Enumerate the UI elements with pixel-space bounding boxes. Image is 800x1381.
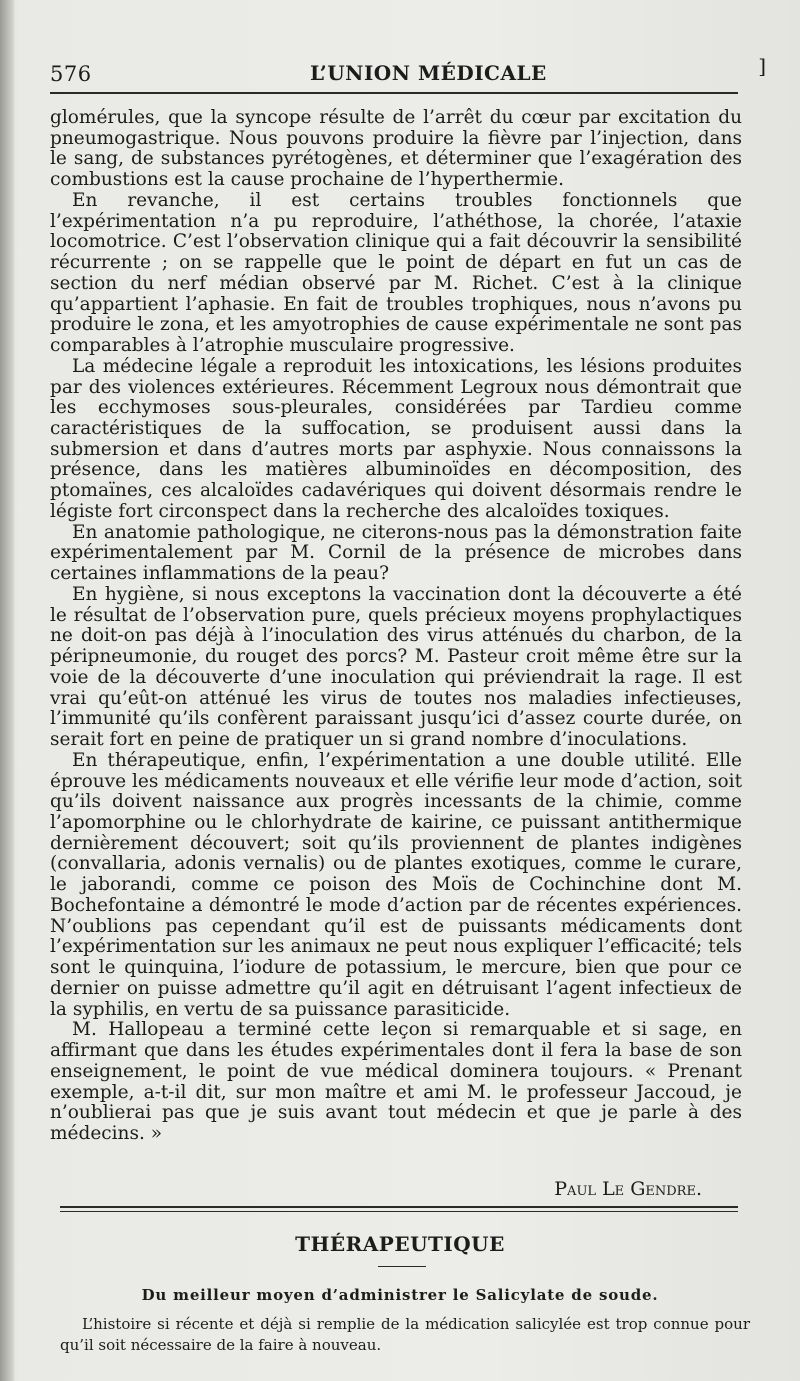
- heading-ornament: [378, 1266, 426, 1267]
- paragraph: En hygiène, si nous exceptons la vaccination dont la découverte a été le résultat de l’observation pure, quels précieux moyens prophylactiques ne doit-on pas déjà à l’inoculation des virus atténués du charbon, de la péripneumonie, du rouget des porcs? M. Pasteur croit même être sur la voie de la découverte d’une inoculation qui préviendrait la rage. Il est vrai qu’eût-on atténué les virus de toutes nos maladies infectieuses, l’immunité qu’ils confèrent paraissant jusqu’ici d’assez courte durée, on serait fort en peine de pratiquer un si grand nombre d’inoculations.: [50, 583, 742, 751]
- paragraph: M. Hallopeau a terminé cette leçon si remarquable et si sage, en affirmant que dans les études expérimentales dont il fera la base de son enseignement, le point de vue médical dominera toujours. « Prenant exemple, a-t-il dit, sur mon maître et ami M. le professeur Jaccoud, je n’oublierai pas que je suis avant tout médecin et que je parle à des médecins. »: [50, 1019, 742, 1144]
- paragraph: En anatomie pathologique, ne citerons-nous pas la démonstration faite expérimentalement par M. Cornil de la présence de microbes dans certaines inflammations de la peau?: [50, 521, 742, 585]
- page-number: 576: [50, 62, 92, 86]
- section-heading: THÉRAPEUTIQUE: [295, 1232, 505, 1256]
- header-rule: [50, 92, 738, 94]
- corner-mark: ]: [758, 54, 766, 78]
- paragraph: En thérapeutique, enfin, l’expérimentation a une double utilité. Elle éprouve les médicaments nouveaux et elle vérifie leur mode d’action, soit qu’ils doivent naissance aux progrès incessants de la chimie, comme l’apomorphine ou le chlorhydrate de kairine, ce puissant antithermique dernièrement découvert; soit qu’ils proviennent de plantes indigènes (convallaria, adonis vernalis) ou de plantes exotiques, comme le curare, le jaborandi, comme ce poison des Moïs de Cochinchine dont M. Bochefontaine a démontré le mode d’action par de récentes expériences. N’oublions pas cependant qu’il est de puissants médicaments dont l’expérimentation sur les animaux ne peut nous expliquer l’efficacité; tels sont le quinquina, l’iodure de potassium, le mercure, bien que pour ce dernier on puisse admettre qu’il agit en détruisant l’agent infectieux de la syphilis, en vertu de sa puissance parasiticide.: [50, 749, 743, 1020]
- lead-paragraph: L’histoire si récente et déjà si remplie de la médication salicylée est trop connue pour qu’il soit nécessaire de la faire à nouveau.: [60, 1315, 750, 1354]
- author-signature: Paul Le Gendre.: [554, 1178, 702, 1200]
- book-spine-shadow: [0, 0, 14, 1381]
- paragraph: En revanche, il est certains troubles fonctionnels que l’expérimentation n’a pu reproduire, l’athéthose, la chorée, l’ataxie locomotrice. C’est l’observation clinique qui a fait découvrir la sensibilité récurrente ; on se rappelle que le point de départ en fut un cas de section du nerf médian observé par M. Richet. C’est à la clinique qu’appartient l’aphasie. En fait de troubles trophiques, nous n’avons pu produire le zona, et les amyotrophies de cause expérimentale ne sont pas comparables à l’atrophie musculaire progressive.: [50, 189, 742, 357]
- paragraph: glomérules, que la syncope résulte de l’arrêt du cœur par excitation du pneumogastrique. Nous pouvons produire la fièvre par l’injection, dans le sang, de substances pyrétogènes, et déterminer que l’exagération des combustions est la cause prochaine de l’hyperthermie.: [50, 107, 742, 191]
- section-divider: [60, 1206, 738, 1208]
- section-divider-thin: [60, 1211, 738, 1212]
- page-header: [50, 58, 740, 92]
- running-title: L’UNION MÉDICALE: [310, 61, 547, 85]
- article-body: [50, 108, 742, 1145]
- paragraph: La médecine légale a reproduit les intoxications, les lésions produites par des violences extérieures. Récemment Legroux nous démontrait que les ecchymoses sous-pleurales, considérées par Tardieu comme caractéristiques de la suffocation, se produisent aussi dans la submersion et dans d’autres morts par asphyxie. Nous connaissons la présence, dans les matières albuminoïdes en décomposition, des ptomaïnes, ces alcaloïdes cadavériques qui doivent désormais rendre le légiste fort circonspect dans la recherche des alcaloïdes toxiques.: [50, 355, 742, 522]
- article-title: Du meilleur moyen d’administrer le Salicylate de soude.: [141, 1286, 659, 1304]
- article-lead: [60, 1314, 750, 1356]
